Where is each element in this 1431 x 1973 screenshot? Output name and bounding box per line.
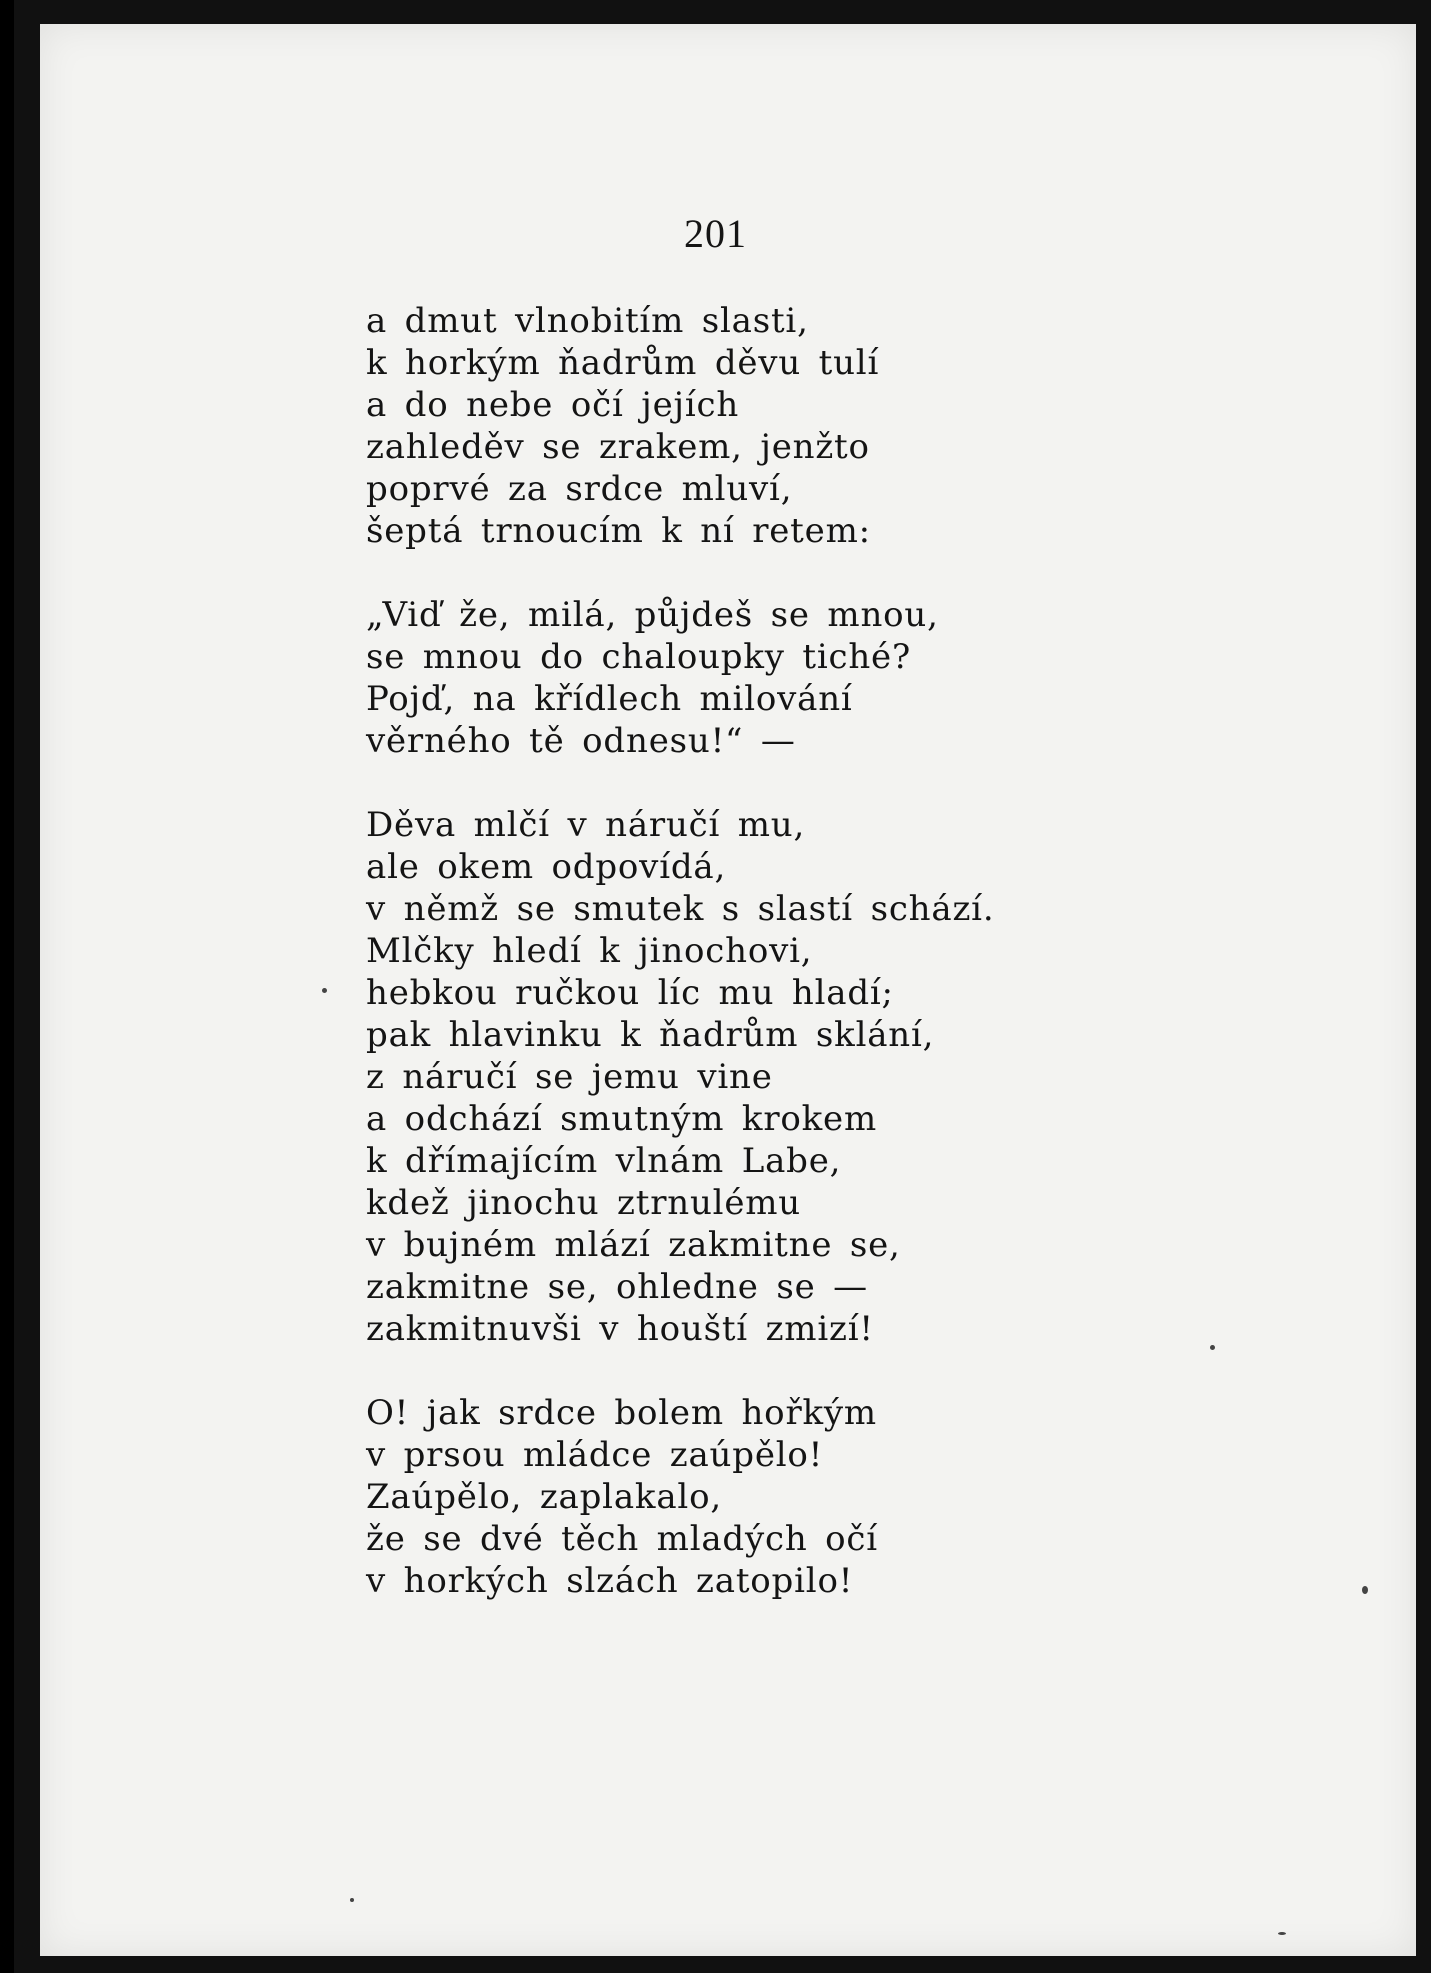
poem-line: k horkým ňadrům děvu tulí bbox=[366, 343, 880, 383]
poem-line: O! jak srdce bolem hořkým bbox=[366, 1393, 877, 1433]
poem-line: v horkých slzách zatopilo! bbox=[366, 1561, 854, 1601]
poem-line: a do nebe očí jejích bbox=[366, 385, 740, 425]
poem-line: kdež jinochu ztrnulému bbox=[366, 1183, 801, 1223]
poem-line: „Viď že, milá, půjdeš se mnou, bbox=[366, 595, 939, 635]
poem-line: se mnou do chaloupky tiché? bbox=[366, 637, 911, 677]
page-number: 201 bbox=[684, 211, 747, 256]
poem-text bbox=[366, 300, 1366, 1644]
poem-line: v prsou mládce zaúpělo! bbox=[366, 1435, 824, 1475]
poem-line: v bujném mlází zakmitne se, bbox=[366, 1225, 901, 1265]
poem-line: Mlčky hledí k jinochovi, bbox=[366, 931, 813, 971]
scan-speck bbox=[1210, 1345, 1215, 1350]
scan-speck bbox=[322, 988, 327, 993]
poem-line: pak hlavinku k ňadrům sklání, bbox=[366, 1015, 935, 1055]
poem-line: k dřímajícím vlnám Labe, bbox=[366, 1141, 842, 1181]
stanza-1 bbox=[366, 300, 1366, 552]
stanza-3 bbox=[366, 804, 1366, 1350]
scan-speck bbox=[350, 1898, 354, 1902]
poem-line: hebkou ručkou líc mu hladí; bbox=[366, 973, 894, 1013]
poem-line: ale okem odpovídá, bbox=[366, 847, 727, 887]
scan-speck bbox=[1362, 1586, 1368, 1594]
stanza-2 bbox=[366, 594, 1366, 762]
poem-line: poprvé za srdce mluví, bbox=[366, 469, 793, 509]
scan-speck bbox=[1278, 1932, 1286, 1935]
scan-left-edge bbox=[0, 0, 14, 1973]
poem-line: Zaúpělo, zaplakalo, bbox=[366, 1477, 722, 1517]
poem-line: Děva mlčí v náručí mu, bbox=[366, 805, 806, 845]
stanza-4 bbox=[366, 1392, 1366, 1602]
poem-line: zakmitne se, ohledne se — bbox=[366, 1267, 868, 1307]
poem-line: že se dvé těch mladých očí bbox=[366, 1519, 878, 1559]
poem-line: v němž se smutek s slastí schází. bbox=[366, 889, 995, 929]
poem-line: z náručí se jemu vine bbox=[366, 1057, 773, 1097]
poem-line: a dmut vlnobitím slasti, bbox=[366, 301, 809, 341]
poem-line: Pojď, na křídlech milování bbox=[366, 679, 853, 719]
poem-line: zakmitnuvši v houští zmizí! bbox=[366, 1309, 874, 1349]
poem-line: šeptá trnoucím k ní retem: bbox=[366, 511, 871, 551]
poem-line: zahleděv se zrakem, jenžto bbox=[366, 427, 870, 467]
poem-line: věrného tě odnesu!“ — bbox=[366, 721, 796, 761]
poem-line: a odchází smutným krokem bbox=[366, 1099, 878, 1139]
